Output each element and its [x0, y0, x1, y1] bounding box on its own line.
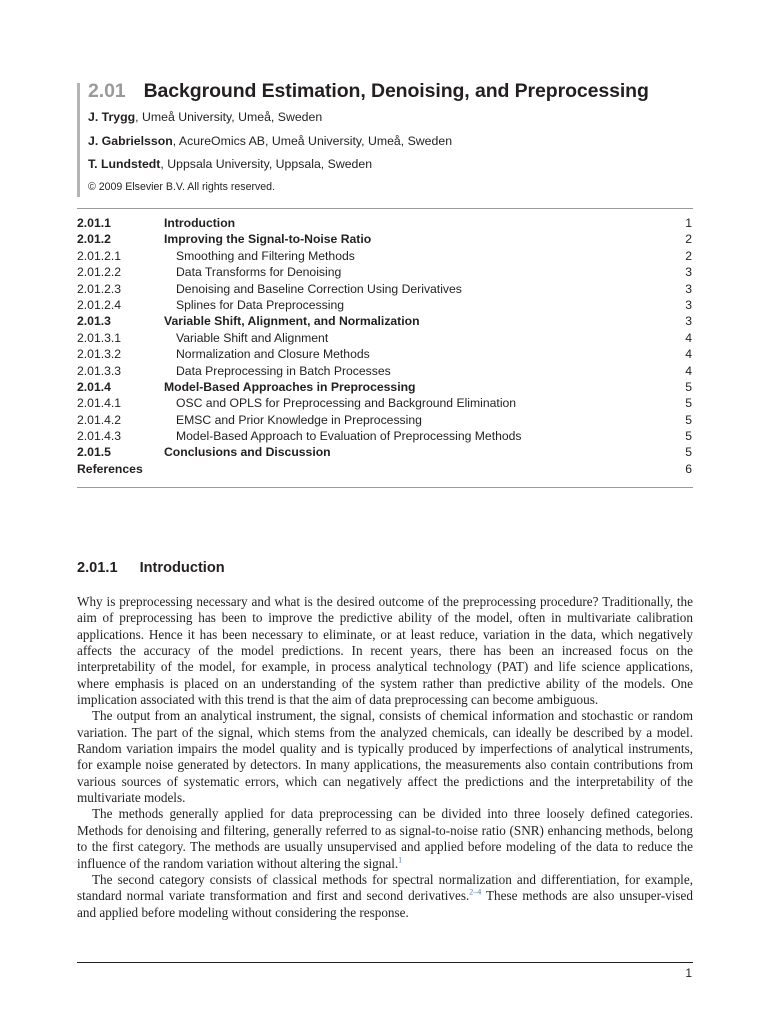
toc-number: 2.01.1 — [77, 216, 111, 230]
toc-number: 2.01.4 — [77, 379, 111, 394]
author-line — [88, 134, 452, 148]
toc-number: 2.01.3.1 — [77, 330, 122, 345]
paragraph-text: The second category consists of classical methods for spectral normalization and differentiation, for example, standard normal variate transformation and first and second derivatives. — [77, 871, 693, 904]
toc-number: References — [77, 461, 143, 476]
toc-number: 2.01.2.4 — [77, 297, 122, 312]
toc-page: 5 — [685, 379, 692, 394]
toc-page: 6 — [685, 461, 692, 476]
toc-entry[interactable] — [77, 461, 693, 477]
toc-page: 3 — [685, 297, 692, 312]
citation-link[interactable]: 1 — [398, 855, 403, 865]
toc-number: 2.01.2 — [77, 232, 111, 247]
author-line — [88, 157, 372, 171]
body-text — [77, 594, 693, 921]
chapter-number: 2.01 — [88, 80, 126, 102]
toc-entry[interactable] — [77, 297, 693, 313]
toc-entry[interactable] — [77, 248, 693, 264]
paragraph-text: The methods generally applied for data preprocessing can be divided into three loosely defined categories. Methods for denoising and filtering, generally referred to as signal-to-noise ratio (SNR) enhancing methods, belong to the first category. The methods are usually unsupervised and applied before modeling of the data to reduce the influence of the random variation without altering the signal. — [77, 806, 693, 871]
toc-entry[interactable] — [77, 412, 693, 428]
toc-title: Normalization and Closure Methods — [176, 347, 370, 362]
toc-entry[interactable] — [77, 428, 693, 444]
toc-page: 4 — [685, 347, 692, 362]
toc-entry[interactable] — [77, 264, 693, 280]
toc-title: Model-Based Approaches in Preprocessing — [164, 379, 416, 394]
toc-entry[interactable] — [77, 281, 693, 297]
toc-page: 2 — [685, 248, 692, 263]
toc-page: 4 — [685, 363, 692, 378]
toc-page: 3 — [685, 265, 692, 280]
toc-title: Conclusions and Discussion — [164, 445, 331, 460]
toc-title: EMSC and Prior Knowledge in Preprocessing — [176, 412, 422, 427]
toc-number: 2.01.4.2 — [77, 412, 122, 427]
copyright-notice: © 2009 Elsevier B.V. All rights reserved. — [88, 181, 276, 193]
toc-title: Smoothing and Filtering Methods — [176, 248, 355, 263]
toc-number: 2.01.3.2 — [77, 347, 122, 362]
toc-number: 2.01.5 — [77, 445, 111, 460]
toc-entry[interactable] — [77, 313, 693, 329]
toc-title: Variable Shift and Alignment — [176, 330, 329, 345]
toc-title: Variable Shift, Alignment, and Normalization — [164, 314, 420, 329]
author-name: J. Trygg — [88, 110, 136, 124]
toc-number: 2.01.4.3 — [77, 429, 122, 444]
toc-page: 5 — [685, 412, 692, 427]
toc-number: 2.01.4.1 — [77, 396, 122, 411]
toc-page: 2 — [685, 232, 692, 247]
toc-number: 2.01.3.3 — [77, 363, 122, 378]
section-number: 2.01.1 — [77, 560, 118, 576]
paragraph-text: These methods are also unsuper-vised and applied before modeling without considering the response. — [77, 888, 693, 920]
toc-title: Denoising and Baseline Correction Using Derivatives — [176, 281, 462, 296]
author-affiliation: , AcureOmics AB, Umeå University, Umeå, Sweden — [172, 134, 453, 148]
paragraph: The output from an analytical instrument, the signal, consists of chemical information and stochastic or random variation. The part of the signal, which stems from the analyzed chemicals, can ideally be described by a model. Random variation impairs the model quality and is typically produced by imperfections of analytical instruments, for example noise generated by detectors. In many applications, the measurements also contain contributions from various sources of systematic errors, which can negatively affect the predictions and the interpretability of the multivariate models. — [77, 708, 693, 806]
section-title: Introduction — [139, 560, 225, 576]
toc-page: 1 — [685, 216, 692, 230]
toc-entry[interactable] — [77, 346, 693, 362]
chapter-title — [88, 80, 649, 103]
toc-entry[interactable] — [77, 395, 693, 411]
author-line — [88, 110, 322, 124]
toc-entry[interactable] — [77, 330, 693, 346]
table-of-contents — [77, 215, 693, 477]
section-heading — [77, 560, 225, 576]
toc-page: 5 — [685, 445, 692, 460]
paragraph — [77, 806, 693, 871]
toc-page: 3 — [685, 314, 692, 329]
author-affiliation: , Umeå University, Umeå, Sweden — [135, 110, 323, 124]
author-name: J. Gabrielsson — [88, 134, 173, 148]
footer-rule — [77, 962, 693, 963]
toc-title: Introduction — [164, 216, 236, 230]
toc-title: Model-Based Approach to Evaluation of Preprocessing Methods — [176, 429, 522, 444]
toc-page: 5 — [685, 429, 692, 444]
toc-top-rule — [77, 208, 693, 209]
toc-bottom-rule — [77, 487, 693, 488]
paragraph: Why is preprocessing necessary and what is the desired outcome of the preprocessing procedure? Traditionally, the aim of preprocessing has been to improve the predictive ability of the model, often in multivariate calibration applications. Hence it has been necessary to eliminate, or at least reduce, variation in the data, which negatively affects the accuracy of the model predictions. In recent years, there has been an increased focus on the interpretability of the model, for example, in process analytical technology (PAT) and life science applications, where emphasis is placed on an understanding of the system rather than predictive ability of the models. One implication associated with this trend is that the aim of data preprocessing can become ambiguous. — [77, 594, 693, 708]
toc-page: 3 — [685, 281, 692, 296]
toc-page: 4 — [685, 330, 692, 345]
toc-number: 2.01.2.3 — [77, 281, 122, 296]
toc-title: Data Transforms for Denoising — [176, 265, 342, 280]
toc-title: Data Preprocessing in Batch Processes — [176, 363, 391, 378]
toc-number: 2.01.3 — [77, 314, 111, 329]
toc-title: Splines for Data Preprocessing — [176, 297, 345, 312]
page-number: 1 — [685, 966, 692, 980]
author-affiliation: , Uppsala University, Uppsala, Sweden — [160, 157, 373, 171]
toc-title: OSC and OPLS for Preprocessing and Background Elimination — [176, 396, 517, 411]
toc-number: 2.01.2.1 — [77, 248, 122, 263]
toc-entry[interactable] — [77, 231, 693, 247]
toc-entry[interactable] — [77, 215, 693, 231]
toc-page: 5 — [685, 396, 692, 411]
header-accent-bar — [77, 83, 80, 197]
toc-entry[interactable] — [77, 379, 693, 395]
citation-link[interactable]: 2–4 — [469, 887, 482, 897]
paragraph — [77, 872, 693, 921]
author-name: T. Lundstedt — [88, 157, 161, 171]
chapter-title-text: Background Estimation, Denoising, and Preprocessing — [143, 80, 649, 102]
toc-entry[interactable] — [77, 444, 693, 460]
toc-entry[interactable] — [77, 363, 693, 379]
toc-title: Improving the Signal-to-Noise Ratio — [164, 232, 372, 247]
toc-number: 2.01.2.2 — [77, 265, 122, 280]
